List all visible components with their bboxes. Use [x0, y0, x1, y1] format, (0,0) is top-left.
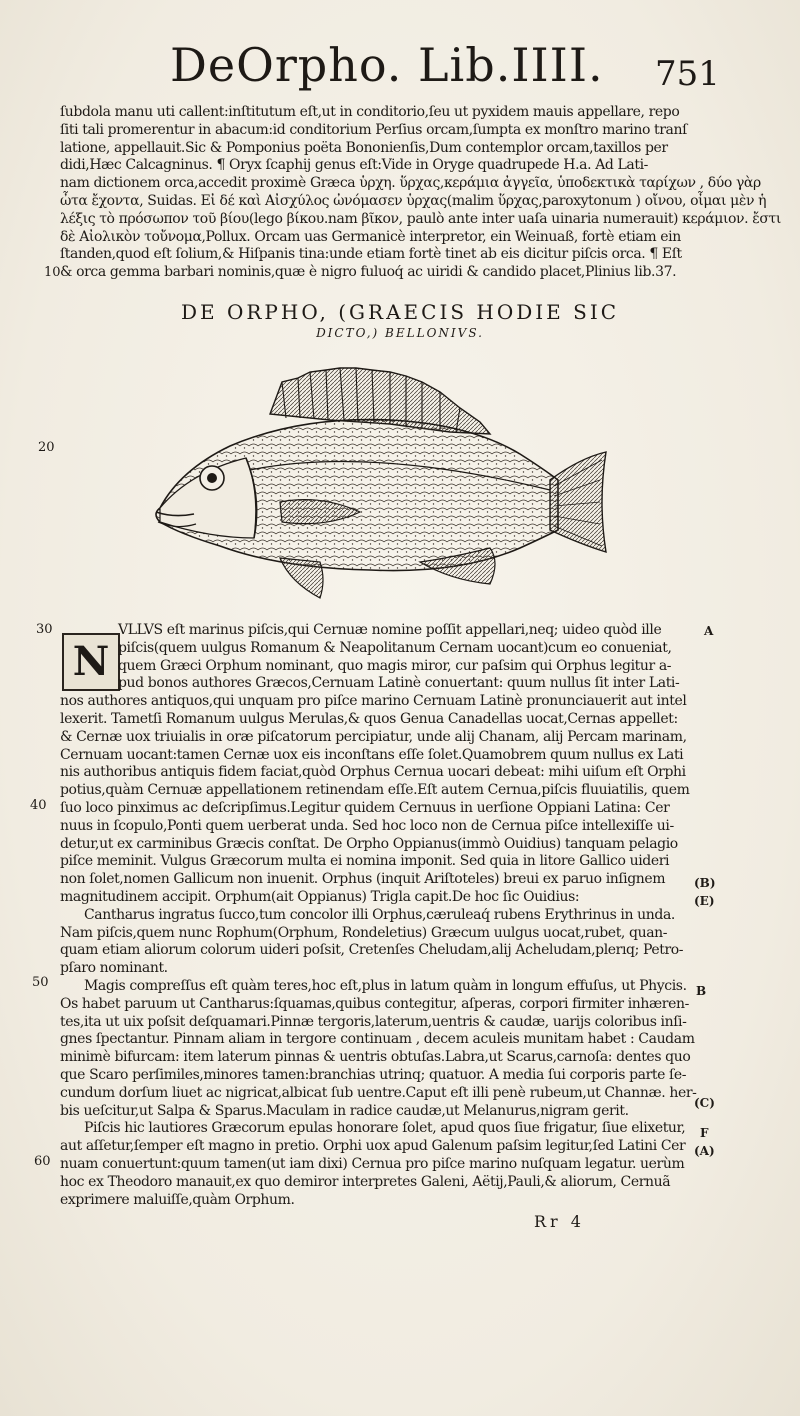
- text-line: que Scaro perſimiles,minores tamen:branchias utrinq; quatuor. A media ſui corporis parte ſe-: [60, 1066, 687, 1083]
- text-line: ſubdola manu uti callent:inſtitutum eſt,ut in conditorio,ſeu ut pyxidem mauis appellare, repo: [60, 104, 680, 120]
- margin-letter: A: [704, 624, 714, 638]
- fish-illustration: [150, 362, 610, 602]
- section-heading-main: DE ORPHO, (GRAECIS HODIE SIC: [180, 300, 620, 324]
- section-heading: [0, 300, 800, 340]
- text-line: cundum dorſum liuet ac nigricat,albicat ſub uentre.Caput eſt illi penè rubeum,ut Channæ. her-: [60, 1084, 697, 1101]
- text-line: & Cernæ uox triuialis in oræ piſcatorum percipiatur, unde alij Chanam, alij Percam marinam,: [60, 728, 687, 745]
- text-line: λέξις τὸ πρόσωπον τοῦ βίου(lego βίκου.nam βῖκον, paulò ante inter uaſa uinaria numerauit) κεράμιον. ἔστι: [60, 210, 781, 227]
- text-line: nam dictionem orca,accedit proximè Græca ὑρχη. ὕρχας,κεράμια ἀγγεῖα, ὑποδεκτικὰ ταρίχων , δύο γὰρ: [60, 175, 761, 192]
- text-line: tes,ita ut uix poſsit deſquamari.Pinnæ tergoris,laterum,uentris & caudæ, uarijs coloribus inſi-: [60, 1013, 687, 1030]
- margin-line-number: 60: [34, 1154, 51, 1169]
- margin-line-number: 20: [38, 440, 55, 455]
- text-line: nos authores antiquos,qui unquam pro piſce marino Cernuam Latinè pronunciauerit aut intel: [60, 693, 687, 710]
- signature-mark: Rr 4: [534, 1212, 585, 1231]
- text-line: aut aſſetur,ſemper eſt magno in pretio. Orphi uox apud Galenum paſsim legitur,ſed Latini Cer: [60, 1138, 686, 1155]
- text-line: nuam conuertunt:quum tamen(ut iam dixi) Cernua pro piſce marino nuſquam legatur. uerùm: [60, 1155, 685, 1172]
- text-line: lexerit. Tametſi Romanum uulgus Merulas,& quos Genua Canadellas uocat,Cernas appellet:: [60, 710, 678, 727]
- text-line: detur,ut ex carminibus Græcis conſtat. De Orpho Oppianus(immò Ouidius) tanquam pelagio: [60, 835, 678, 852]
- margin-letter: F: [700, 1126, 709, 1140]
- text-line: ſtanden,quod eſt ſolium,& Hiſpanis tina:unde etiam fortè tinet ab eis dicitur piſcis orca. ¶ Eſt: [60, 246, 682, 263]
- text-line: latione, appellauit.Sic & Pomponius poëta Bononienſis,Dum contemplor orcam,taxillos per: [60, 139, 668, 156]
- text-line: exprimere maluiſſe,quàm Orphum.: [60, 1191, 295, 1208]
- text-line: quem Græci Orphum nominant, quo magis miror, cur paſsim qui Orphus legitur a-: [118, 657, 672, 674]
- text-line: bis ueſcitur,ut Salpa & Sparus.Maculam in radice caudæ,ut Melanurus,nigram gerit.: [60, 1102, 629, 1119]
- text-line: gnes ſpectantur. Pinnam aliam in tergore continuam , decem aculeis munitam habet : Caudam: [60, 1031, 695, 1048]
- text-line: piſcis(quem uulgus Romanum & Neapolitanum Cernam uocant)cum eo conueniat,: [118, 639, 672, 656]
- margin-letter: (C): [694, 1096, 715, 1110]
- text-line: Magis compreſſus eſt quàm teres,hoc eſt,plus in latum quàm in longum effuſus, ut Phycis.: [84, 977, 687, 994]
- section-heading-sub: DICTO,) BELLONIVS.: [316, 326, 484, 340]
- text-line: VLLVS eſt marinus piſcis,qui Cernuæ nomine poſſit appellari,neq; uideo quòd ille: [118, 622, 662, 638]
- text-line: Nam piſcis,quem nunc Rophum(Orphum, Rondeletius) Græcum uulgus uocat,rubet, quan-: [60, 924, 668, 941]
- margin-line-number: 10: [44, 265, 61, 280]
- text-line: nis authoribus antiquis fidem faciat,quòd Orphus Cernua uocari debeat: mihi uiſum eſt Orphi: [60, 764, 686, 781]
- dropcap-letter: N: [72, 638, 110, 685]
- top-text-block: [60, 104, 781, 282]
- margin-line-number: 50: [32, 975, 49, 990]
- page-number: 751: [655, 54, 720, 94]
- text-line: quam etiam aliorum colorum uideri poſsit, Cretenſes Cheludam,alij Acheludam,plerıq; Petro-: [60, 942, 684, 959]
- margin-letter: B: [696, 984, 707, 998]
- text-line: potius,quàm Cernuæ appellationem retinendam eſſe.Eſt autem Cernua,piſcis fluuiatilis, quem: [60, 782, 690, 799]
- margin-letter: (B): [694, 876, 716, 890]
- text-line: minimè bifurcam: item laterum pinnas & uentris obtuſas.Labra,ut Scarus,carnoſa: dentes quo: [60, 1049, 691, 1066]
- text-line: pſaro nominant.: [60, 960, 168, 977]
- margin-letter: (E): [694, 894, 715, 908]
- text-line: δὲ Αἰολικὸν τοὔνομα,Pollux. Orcam uas Germanicè interpretor, ein Weinuaß, fortè etiam ein: [60, 228, 681, 245]
- text-line: Os habet paruum ut Cantharus:ſquamas,quibus contegitur, aſperas, corpori firmiter inhæren-: [60, 995, 689, 1012]
- text-line: piſce meminit. Vulgus Græcorum multa ei nomina imponit. Sed quia in litore Gallico uideri: [60, 853, 670, 870]
- margin-line-number: 30: [36, 622, 53, 637]
- text-line: non ſolet,nomen Gallicum non inuenit. Orphus (inquit Ariſtoteles) breui ex paruo inſignem: [60, 871, 666, 888]
- text-line: Cernuam uocant:tamen Cernæ uox eis inconſtans eſſe ſolet.Quamobrem quum nullus ex Lati: [60, 746, 684, 763]
- margin-line-number: 40: [30, 798, 47, 813]
- text-line: didi,Hæc Calcagninus. ¶ Oryx ſcaphij genus eſt:Vide in Oryge quadrupede H.a. Ad Lati-: [60, 157, 649, 174]
- body-text-block: [60, 622, 700, 1209]
- text-line: magnitudinem accipit. Orphum(ait Oppianus) Trigla capit.De hoc ſic Ouidius:: [60, 888, 580, 905]
- page-header: [0, 38, 800, 108]
- text-line: & orca gemma barbari nominis,quæ è nigro fuluoq́ ac uiridi & candido placet,Plinius lib.37.: [60, 264, 677, 281]
- margin-letter: (A): [694, 1144, 715, 1158]
- text-line: ſiti tali promerentur in abacum:id conditorium Perſius orcam,ſumpta ex monſtro marino tranſ: [60, 121, 687, 138]
- text-line: ὦτα ἔχοντα, Suidas. Εἰ δέ καὶ Αἰσχύλος ὠνόμασεν ὑρχας(malim ὕρχας,paroxytonum ) οἴνου, οἶμαι μὲν ἡ: [60, 192, 767, 209]
- running-title: DeOrpho. Lib.IIII.: [170, 38, 604, 92]
- text-line: Piſcis hic lautiores Græcorum epulas honorare ſolet, apud quos ſiue frigatur, ſiue elixetur,: [84, 1120, 686, 1137]
- text-line: pud bonos authores Græcos,Cernuam Latinè conuertant: quum nullus ſit inter Lati-: [118, 675, 680, 692]
- text-line: ſuo loco pinximus ac deſcripſimus.Legitur quidem Cernuus in uerſione Oppiani Latina: Cer: [60, 799, 670, 816]
- text-line: nuus in ſcopulo,Ponti quem uerberat unda. Sed hoc loco non de Cernua piſce intellexiſſe ui-: [60, 817, 674, 834]
- text-line: hoc ex Theodoro manauit,ex quo demiror interpretes Galeni, Aëtij,Pauli,& aliorum, Cernuã: [60, 1173, 671, 1190]
- text-line: Cantharus ingratus ſucco,tum concolor illi Orphus,cæruleaq́ rubens Erythrinus in unda.: [84, 906, 675, 923]
